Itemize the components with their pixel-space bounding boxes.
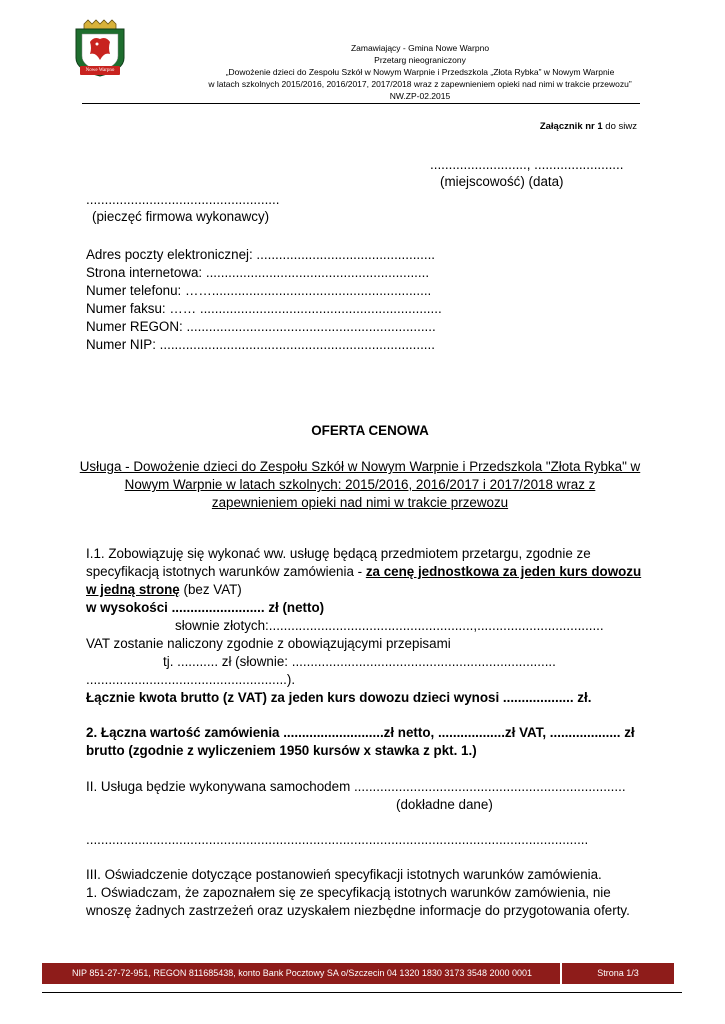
header-line-3: „Dowożenie dzieci do Zespołu Szkół w Nowym Warpnie i Przedszkola „Złota Rybka” w Nowym Warpnie <box>225 67 615 77</box>
i1-line-2-text: specyfikacją istotnych warunków zamówienia - <box>86 564 366 579</box>
i1-gross-total: Łącznie kwota brutto (z VAT) za jeden kurs dowozu dzieci wynosi ................... zł. <box>86 690 592 705</box>
offer-title: OFERTA CENOWA <box>311 423 429 438</box>
logo-caption: Nowe Warpno <box>85 68 115 73</box>
footer-page-number: Strona 1/3 <box>562 963 674 984</box>
header-divider <box>82 103 640 104</box>
contact-nip: Numer NIP: .......................................................................... <box>86 337 435 352</box>
place-date-dots: .........................., ........................ <box>430 157 624 172</box>
iii-line-2: 1. Oświadczam, że zapoznałem się ze specyfikacją istotnych warunków zamówienia, nie <box>86 885 611 900</box>
contact-phone: Numer telefonu: ……........................................................... <box>86 283 432 298</box>
contact-email: Adres poczty elektronicznej: ................................................ <box>86 247 436 262</box>
attachment-suffix: do siwz <box>602 121 637 132</box>
attachment-number: Załącznik nr 1 <box>539 121 603 132</box>
i1-one-way-phrase: w jedną stronę <box>86 582 180 597</box>
i1-unit-price-phrase: za cenę jednostkowa za jeden kurs dowozu <box>365 564 642 579</box>
contact-regon: Numer REGON: ................................................................... <box>86 319 436 334</box>
header-line-4: w latach szkolnych 2015/2016, 2016/2017, 2017/2018 wraz z zapewnieniem opieki nad nimi w trakcie przewozu” <box>208 79 632 89</box>
i1-in-words: słownie złotych:.......................................................,.................................. <box>175 618 604 633</box>
footer-bar <box>42 963 674 984</box>
service-line-1: Usługa - Dowożenie dzieci do Zespołu Szkół w Nowym Warpnie i Przedszkola "Złota Rybka" w <box>79 459 641 474</box>
footer-underline <box>42 992 682 993</box>
i1-line-3 <box>86 580 242 599</box>
i1-line-2 <box>86 562 641 581</box>
ii-dotted-line: ....................................................................................................................................... <box>86 832 589 847</box>
header-line-1: Zamawiający - Gmina Nowe Warpno <box>350 43 490 53</box>
iii-line-3: wnoszę żadnych zastrzeżeń oraz uzyskałem niezbędne informacje do przygotowania oferty. <box>86 903 630 918</box>
i1-vat-amount: tj. ........... zł (słownie: ....................................................................... <box>163 654 556 669</box>
place-date-labels: (miejscowość) (data) <box>440 174 564 189</box>
i1-no-vat: (bez VAT) <box>179 582 242 597</box>
i1-net-amount: w wysokości ......................... zł (netto) <box>86 600 325 615</box>
stamp-dots: .................................................... <box>86 192 280 207</box>
i1-vat-note: VAT zostanie naliczony zgodnie z obowiązującymi przepisami <box>86 636 451 651</box>
header-line-5: NW.ZP-02.2015 <box>389 91 451 101</box>
s2-gross-note: brutto (zgodnie z wyliczeniem 1950 kursów x stawka z pkt. 1.) <box>86 743 477 758</box>
i1-vat-words-end: ......................................................). <box>86 672 296 687</box>
ii-details-label: (dokładne dane) <box>396 797 493 812</box>
ii-vehicle-line: II. Usługa będzie wykonywana samochodem ......................................................................... <box>86 779 626 794</box>
stamp-label: (pieczęć firmowa wykonawcy) <box>92 209 270 224</box>
service-line-3: zapewnieniem opieki nad nimi w trakcie przewozu <box>211 495 509 510</box>
attachment-label <box>470 121 637 132</box>
i1-line-1: I.1. Zobowiązuję się wykonać ww. usługę będącą przedmiotem przetargu, zgodnie ze <box>86 546 591 561</box>
s2-total-value: 2. Łączna wartość zamówienia ...........................zł netto, ..................zł VAT, ................... zł <box>86 725 635 740</box>
footer-company-info: NIP 851-27-72-951, REGON 811685438, konto Bank Pocztowy SA o/Szczecin 04 1320 1830 3173 3548 2000 0001 <box>42 963 562 984</box>
service-line-2: Nowym Warpnie w latach szkolnych: 2015/2016, 2016/2017 i 2017/2018 wraz z <box>124 477 596 492</box>
iii-line-1: III. Oświadczenie dotyczące postanowień specyfikacji istotnych warunków zamówienia. <box>86 867 602 882</box>
contact-fax: Numer faksu: …… ................................................................. <box>86 301 442 316</box>
contact-website: Strona internetowa: ............................................................ <box>86 265 430 280</box>
header-line-2: Przetarg nieograniczony <box>374 55 466 65</box>
